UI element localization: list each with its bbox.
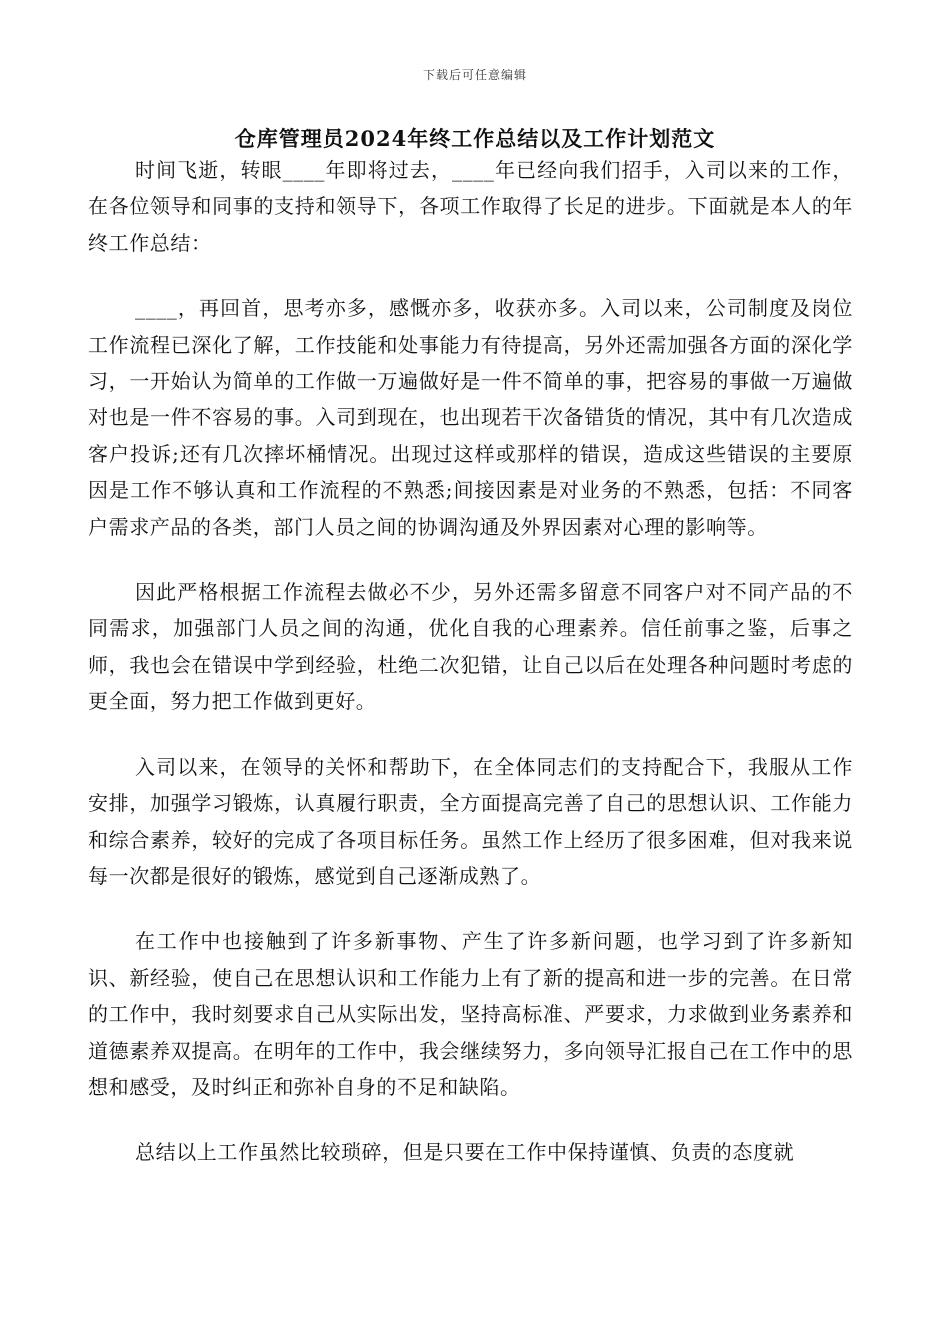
paragraph-3: 因此严格根据工作流程去做必不少，另外还需多留意不同客户对不同产品的不同需求，加强部门人员之间的沟通，优化自我的心理素养。信任前事之鉴，后事之师，我也会在错误中学到经验，杜绝二次犯错，让自己以后在处理各种问题时考虑的更全面，努力把工作做到更好。 [88,580,853,714]
header-note: 下载后可任意编辑 [422,68,527,82]
document-title: 仓库管理员2024年终工作总结以及工作计划范文 [234,126,716,151]
paragraph-6: 总结以上工作虽然比较琐碎，但是只要在工作中保持谨慎、负责的态度就 [135,1140,795,1165]
paragraph-1: 时间飞逝，转眼____年即将过去，____年已经向我们招手，入司以来的工作，在各位领导和同事的支持和领导下，各项工作取得了长足的进步。下面就是本人的年终工作总结： [88,158,853,255]
document-body [88,152,853,1200]
paragraph-5: 在工作中也接触到了许多新事物、产生了许多新问题，也学习到了许多新知识、新经验，使自己在思想认识和工作能力上有了新的提高和进一步的完善。在日常的工作中，我时刻要求自己从实际出发，坚持高标准、严要求，力求做到业务素养和道德素养双提高。在明年的工作中，我会继续努力，多向领导汇报自己在工作中的思想和感受，及时纠正和弥补自身的不足和缺陷。 [88,929,853,1099]
paragraph-2: ____，再回首，思考亦多，感慨亦多，收获亦多。入司以来，公司制度及岗位工作流程已深化了解，工作技能和处事能力有待提高，另外还需加强各方面的深化学习，一开始认为简单的工作做一万遍做好是一件不简单的事，把容易的事做一万遍做对也是一件不容易的事。入司到现在，也出现若干次备错货的情况，其中有几次造成客户投诉;还有几次摔坏桶情况。出现过这样或那样的错误，造成这些错误的主要原因是工作不够认真和工作流程的不熟悉;间接因素是对业务的不熟悉，包括：不同客户需求产品的各类，部门人员之间的协调沟通及外界因素对心理的影响等。 [88,296,853,539]
paragraph-4: 入司以来，在领导的关怀和帮助下，在全体同志们的支持配合下，我服从工作安排，加强学习锻炼，认真履行职责，全方面提高完善了自己的思想认识、工作能力和综合素养，较好的完成了各项目标任务。虽然工作上经历了很多困难，但对我来说每一次都是很好的锻炼，感觉到自己逐渐成熟了。 [88,754,853,888]
